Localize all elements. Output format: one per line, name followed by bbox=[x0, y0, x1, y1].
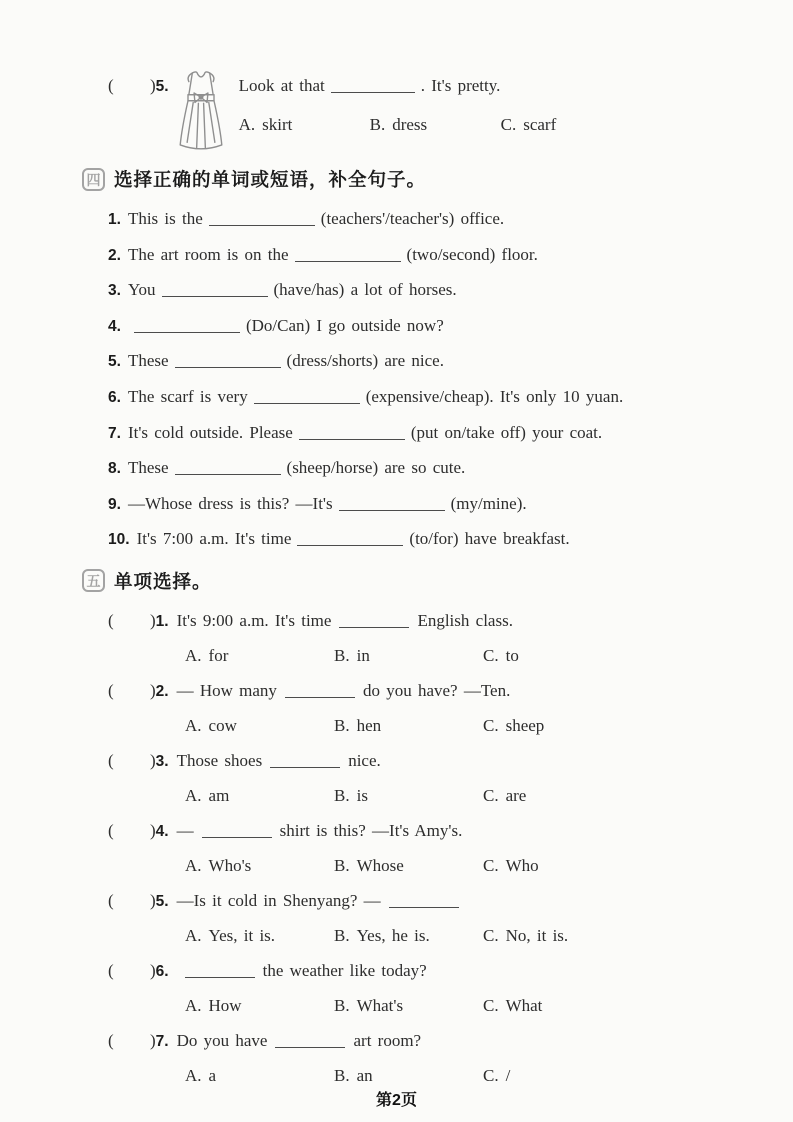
stem-post: do you have? —Ten. bbox=[362, 680, 511, 700]
question-stem bbox=[108, 814, 753, 850]
option-text: hen bbox=[356, 716, 382, 736]
item-pre: These bbox=[127, 351, 169, 371]
close-paren: ) bbox=[150, 890, 156, 910]
open-paren: ( bbox=[108, 750, 114, 770]
choice-question bbox=[108, 744, 753, 814]
item-number: 10. bbox=[108, 531, 130, 549]
option-label: A. bbox=[185, 646, 202, 666]
option-b bbox=[334, 919, 483, 954]
item-post: (Do/Can) I go outside now? bbox=[245, 315, 444, 335]
stem-pre: It's 9:00 a.m. It's time bbox=[176, 610, 332, 630]
option-label: C. bbox=[483, 996, 499, 1016]
option-text: am bbox=[208, 786, 230, 806]
option-label: A. bbox=[238, 115, 256, 134]
dress-icon bbox=[175, 68, 227, 156]
option-label: C. bbox=[483, 926, 499, 946]
option-label: A. bbox=[185, 1066, 202, 1086]
page-number: 第2页 bbox=[376, 1092, 417, 1109]
item-post: (to/for) have breakfast. bbox=[409, 529, 570, 549]
option-b bbox=[334, 989, 483, 1024]
question-body bbox=[239, 74, 632, 135]
fill-blank-item bbox=[108, 451, 753, 487]
options-row bbox=[185, 989, 753, 1024]
option-text: Yes, he is. bbox=[356, 926, 430, 946]
blank-line bbox=[339, 613, 409, 628]
stem-post: the weather like today? bbox=[262, 960, 427, 980]
option-label: C. bbox=[483, 646, 499, 666]
blank-line bbox=[297, 531, 403, 546]
option-text: How bbox=[208, 996, 242, 1016]
option-label: B. bbox=[334, 1066, 350, 1086]
option-label: A. bbox=[185, 856, 202, 876]
option-text: a bbox=[208, 1066, 217, 1086]
option-text: What's bbox=[356, 996, 404, 1016]
options-row bbox=[185, 639, 753, 674]
option-text: sheep bbox=[505, 716, 545, 736]
option-a bbox=[185, 709, 334, 744]
choice-question bbox=[108, 674, 753, 744]
blank-line bbox=[134, 318, 240, 333]
option-c bbox=[501, 115, 632, 135]
option-b bbox=[334, 779, 483, 814]
stem-post: art room? bbox=[353, 1030, 422, 1050]
fill-blank-item bbox=[108, 309, 753, 345]
section4-header bbox=[82, 164, 753, 194]
item-post: (have/has) a lot of horses. bbox=[273, 280, 457, 300]
blank-line bbox=[209, 211, 315, 226]
item-post: (expensive/cheap). It's only 10 yuan. bbox=[365, 386, 624, 406]
item-number: 8. bbox=[108, 460, 121, 478]
options-row bbox=[239, 115, 632, 135]
close-paren: ) bbox=[150, 750, 156, 770]
section4-items bbox=[108, 202, 753, 558]
blank-line bbox=[299, 425, 405, 440]
item-number: 2. bbox=[108, 246, 121, 264]
option-label: B. bbox=[334, 996, 350, 1016]
question-number: 3. bbox=[155, 752, 169, 770]
option-a bbox=[185, 849, 334, 884]
question-item-top bbox=[108, 74, 753, 156]
close-paren: ) bbox=[150, 960, 156, 980]
option-a bbox=[239, 115, 370, 135]
question-number: 4. bbox=[155, 822, 169, 840]
question-number: 6. bbox=[155, 962, 169, 980]
blank-line bbox=[339, 496, 445, 511]
option-label: A. bbox=[185, 996, 202, 1016]
choice-question bbox=[108, 814, 753, 884]
option-text: are bbox=[505, 786, 527, 806]
stem-pre: — How many bbox=[176, 680, 277, 700]
blank-line bbox=[389, 893, 459, 908]
question-number: 5. bbox=[155, 892, 169, 910]
choice-question bbox=[108, 604, 753, 674]
open-paren: ( bbox=[108, 820, 114, 840]
item-post: (put on/take off) your coat. bbox=[410, 422, 603, 442]
question-stem bbox=[108, 884, 753, 920]
blank-line bbox=[275, 1033, 345, 1048]
option-text: scarf bbox=[523, 115, 557, 134]
option-a bbox=[185, 779, 334, 814]
option-text: No, it is. bbox=[505, 926, 569, 946]
blank-line bbox=[270, 753, 340, 768]
blank-line bbox=[254, 389, 360, 404]
stem-post: nice. bbox=[348, 750, 381, 770]
item-pre: This is the bbox=[127, 209, 203, 228]
option-b bbox=[334, 849, 483, 884]
choice-question bbox=[108, 954, 753, 1024]
question-number: 1. bbox=[155, 612, 169, 630]
option-label: C. bbox=[500, 115, 517, 134]
fill-blank-item bbox=[108, 202, 753, 238]
item-post: (two/second) floor. bbox=[406, 244, 538, 264]
item-pre: The art room is on the bbox=[127, 244, 289, 264]
fill-blank-item bbox=[108, 487, 753, 523]
option-b bbox=[370, 115, 501, 135]
options-row bbox=[185, 709, 753, 744]
option-text: Yes, it is. bbox=[208, 926, 276, 946]
blank-line bbox=[331, 78, 415, 93]
question-stem bbox=[108, 744, 753, 780]
close-paren: ) bbox=[150, 1030, 156, 1050]
open-paren: ( bbox=[108, 610, 114, 630]
item-post: (sheep/horse) are so cute. bbox=[286, 458, 466, 478]
section-badge: 五 bbox=[82, 569, 105, 592]
section5-questions bbox=[108, 604, 753, 1094]
option-label: B. bbox=[334, 716, 350, 736]
option-text: Who's bbox=[208, 856, 252, 876]
item-pre: The scarf is very bbox=[127, 386, 248, 406]
stem-pre: Do you have bbox=[176, 1030, 268, 1050]
option-text: for bbox=[208, 646, 229, 666]
stem-pre: —Is it cold in Shenyang? — bbox=[176, 890, 381, 910]
section-title: 选择正确的单词或短语，补全句子。 bbox=[114, 169, 427, 190]
stem-pre: — bbox=[176, 820, 194, 840]
option-text: is bbox=[356, 786, 368, 806]
question-number: 2. bbox=[155, 682, 169, 700]
option-label: A. bbox=[185, 786, 202, 806]
item-pre: —Whose dress is this? —It's bbox=[127, 493, 333, 513]
item-pre: It's 7:00 a.m. It's time bbox=[136, 529, 292, 549]
item-number: 3. bbox=[108, 282, 121, 300]
close-paren: ) bbox=[150, 76, 156, 95]
question-number: 5. bbox=[155, 78, 169, 95]
option-c bbox=[483, 919, 632, 954]
blank-line bbox=[285, 683, 355, 698]
close-paren: ) bbox=[150, 680, 156, 700]
question-stem bbox=[108, 674, 753, 710]
item-number: 7. bbox=[108, 424, 121, 442]
item-post: (my/mine). bbox=[450, 493, 527, 513]
choice-question bbox=[108, 884, 753, 954]
fill-blank-item bbox=[108, 273, 753, 309]
item-number: 1. bbox=[108, 211, 121, 228]
stem-post: . It's pretty. bbox=[420, 76, 501, 95]
option-b bbox=[334, 709, 483, 744]
section5-header bbox=[82, 566, 753, 596]
blank-line bbox=[175, 460, 281, 475]
option-text: to bbox=[505, 646, 519, 666]
option-text: What bbox=[505, 996, 543, 1016]
option-a bbox=[185, 639, 334, 674]
choice-question bbox=[108, 1024, 753, 1094]
stem-post: English class. bbox=[417, 610, 513, 630]
item-number: 9. bbox=[108, 495, 121, 513]
question-stem bbox=[239, 74, 632, 98]
option-text: Who bbox=[505, 856, 539, 876]
option-c bbox=[483, 709, 632, 744]
item-pre: It's cold outside. Please bbox=[127, 422, 293, 442]
options-row bbox=[185, 779, 753, 814]
question-number: 7. bbox=[155, 1032, 169, 1050]
blank-line bbox=[295, 247, 401, 262]
option-label: C. bbox=[483, 786, 499, 806]
option-label: B. bbox=[334, 786, 350, 806]
close-paren: ) bbox=[150, 820, 156, 840]
question-stem bbox=[108, 954, 753, 990]
option-c bbox=[483, 849, 632, 884]
blank-line bbox=[185, 963, 255, 978]
answer-bracket bbox=[108, 74, 169, 99]
blank-line bbox=[175, 353, 281, 368]
stem-pre: Those shoes bbox=[176, 750, 263, 770]
section-title: 单项选择。 bbox=[114, 570, 212, 592]
option-a bbox=[185, 989, 334, 1024]
option-text: cow bbox=[208, 716, 237, 736]
close-paren: ) bbox=[150, 610, 156, 630]
item-number: 4. bbox=[108, 317, 121, 335]
option-text: Whose bbox=[356, 856, 404, 876]
option-label: C. bbox=[483, 856, 499, 876]
fill-blank-item bbox=[108, 344, 753, 380]
stem-post: shirt is this? —It's Amy's. bbox=[279, 820, 463, 840]
option-text: an bbox=[356, 1066, 373, 1086]
item-post: (dress/shorts) are nice. bbox=[286, 351, 444, 371]
open-paren: ( bbox=[108, 680, 114, 700]
option-text: skirt bbox=[262, 115, 293, 134]
question-stem bbox=[108, 604, 753, 640]
fill-blank-item bbox=[108, 522, 753, 558]
fill-blank-item bbox=[108, 380, 753, 416]
option-label: B. bbox=[334, 856, 350, 876]
options-row bbox=[185, 849, 753, 884]
blank-line bbox=[162, 282, 268, 297]
section-badge: 四 bbox=[82, 168, 105, 191]
option-label: B. bbox=[369, 115, 386, 134]
open-paren: ( bbox=[108, 1030, 114, 1050]
open-paren: ( bbox=[108, 960, 114, 980]
fill-blank-item bbox=[108, 238, 753, 274]
item-pre: You bbox=[127, 280, 156, 300]
fill-blank-item bbox=[108, 416, 753, 452]
option-label: B. bbox=[334, 926, 350, 946]
option-b bbox=[334, 639, 483, 674]
option-c bbox=[483, 989, 632, 1024]
option-text: dress bbox=[392, 115, 428, 134]
option-label: C. bbox=[483, 1066, 499, 1086]
option-c bbox=[483, 779, 632, 814]
item-number: 6. bbox=[108, 388, 121, 406]
blank-line bbox=[202, 823, 272, 838]
option-label: A. bbox=[185, 926, 202, 946]
option-label: B. bbox=[334, 646, 350, 666]
stem-pre: Look at that bbox=[238, 76, 325, 95]
item-pre: These bbox=[127, 458, 169, 478]
open-paren: ( bbox=[108, 76, 114, 95]
item-number: 5. bbox=[108, 353, 121, 371]
option-label: A. bbox=[185, 716, 202, 736]
option-text: / bbox=[505, 1066, 511, 1086]
options-row bbox=[185, 919, 753, 954]
option-label: C. bbox=[483, 716, 499, 736]
option-c bbox=[483, 639, 632, 674]
open-paren: ( bbox=[108, 890, 114, 910]
question-stem bbox=[108, 1024, 753, 1060]
item-post: (teachers'/teacher's) office. bbox=[320, 209, 505, 228]
option-text: in bbox=[356, 646, 370, 666]
option-a bbox=[185, 919, 334, 954]
